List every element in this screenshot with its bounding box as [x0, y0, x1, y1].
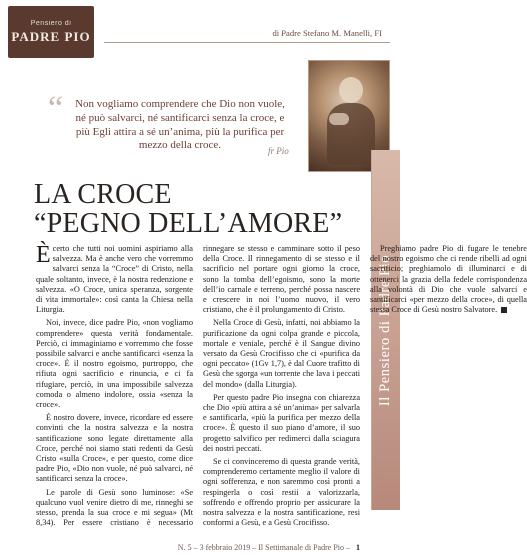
paragraph-5: Nella Croce di Gesù, infatti, noi abbiamo la purificazione da ogni colpa grande e piccola, mortale e veniale, perché è il Sangue divino versato da Gesù Crocifisso che ci «purifica da ogni peccato» (1Gv 1,7), è dal Cuore trafitto di Gesù che sgorga «un torrente che lava i peccati del mondo» (dalla Liturgia). [203, 318, 360, 389]
footer-issue: N. 5 – 3 febbraio 2019 – Il Settimanale di Padre Pio – [177, 543, 350, 552]
side-banner [371, 150, 400, 510]
paragraph-2: Noi, invece, dice padre Pio, «non vogliamo comprendere» questa verità fondamentale. Perciò, ci immaginiamo e vorremmo che fosse possibile salvarci e anche santificarci «senza la croce». È il nostro egoismo, purtroppo, che rifiuta ogni sacrificio e rinuncia, e ci fa rifugiare, perciò, in una impossibile salvezza comoda o almeno indolore, ossia «senza la croce». [36, 318, 193, 410]
side-banner-text-wrap [372, 150, 400, 510]
paragraph-8 [370, 244, 527, 315]
paragraph-7: Se ci convinceremo di questa grande verità, comprenderemo certamente meglio il valore di ogni sofferenza, e non saremmo così pronti a respingerla o così restii a valorizzarla, soffrendo e offrendo proprio per assicurare la nostra salvezza e la nostra santificazione, resi conformi a Gesù, e a Gesù Crocifisso. [203, 457, 360, 528]
paragraph-1 [36, 244, 193, 315]
article-title [34, 180, 342, 239]
title-line-2: “PEGNO DELL’AMORE” [34, 208, 343, 240]
pull-quote: Non vogliamo comprendere che Dio non vuole, né può salvarci, né santificarci senza la croce, e più Egli attira a sé un’anima, più la purifica per mezzo della croce. [75, 98, 285, 152]
header-rule [104, 42, 390, 43]
page-footer [36, 543, 360, 552]
photo-hand-shape [329, 113, 349, 125]
end-square-icon [501, 307, 507, 313]
quote-signature: fr Pio [268, 146, 289, 156]
paragraph-3: È nostro dovere, invece, ricordare ed essere convinti che la nostra salvezza e la nostra santificazione sono legate direttamente alla Croce, perché noi siamo stati redenti da Gesù Cristo «sulla Croce», e per questo, come dice padre Pio, «Dio non vuole, né può salvarci, né santificarci senza la croce». [36, 413, 193, 484]
brand-logo [8, 6, 94, 58]
logo-kicker: Pensiero di [30, 19, 72, 27]
paragraph-4: Le parole di Gesù sono luminose: «Se qualcuno vuol venire dietro di me, rinneghi se stesso, prenda la sua croce e mi segua» (Mt 8,34). Per essere cristiano è necessario rinnegare se stesso e camminare sotto il peso della Croce. Il rinnegamento di se stesso e il sacrificio nel portare ogni giorno la croce, sono la tomba dell’egoismo, sono la morte dell’io carnale e terreno, perché possa nascere e crescere in noi l’uomo nuovo, il vero cristiano, che è il prolungamento di Cristo. [36, 244, 360, 528]
author-byline: di Padre Stefano M. Manelli, FI [272, 28, 382, 38]
paragraph-6: Per questo padre Pio insegna con chiarezza che Dio «più attira a sé un’anima» per salvarla e santificarla, «più la purifica per mezzo della croce». È questo il suo piano d’amore, il suo progetto salvifico per redimerci dalla sciagura dei nostri peccati. [203, 392, 360, 453]
quote-mark: “ [48, 90, 64, 127]
logo-title: PADRE PIO [11, 28, 91, 44]
side-banner-text: Il Pensiero di Padre Pio [377, 254, 394, 406]
page-number: 1 [356, 543, 360, 552]
photo-head-shape [339, 77, 363, 103]
paragraph-1-text: certo che tutti noi uomini aspiriamo alla salvezza. Ma è anche vero che vorremmo salvarci senza la “Croce” di Cristo, nella quale soltanto, invece, è la nostra redenzione e salvezza. «O Croce, unica speranza, sorgente di vita immortale»: così canta la Chiesa nella Liturgia. [36, 244, 193, 315]
drop-cap: È [36, 242, 51, 268]
paragraph-8-text: Preghiamo padre Pio di fugare le tenebre del nostro egoismo che ci rende ribelli ad ogni sacrificio; preghiamolo di illuminarci e di ottenerci la grazia della fedele corrispondenza alla volontà di Dio che vuole salvarci e santificarci «per mezzo della croce», di quella stessa Croce di Gesù nostro Salvatore. [370, 244, 527, 315]
title-line-1: LA CROCE [34, 179, 172, 210]
